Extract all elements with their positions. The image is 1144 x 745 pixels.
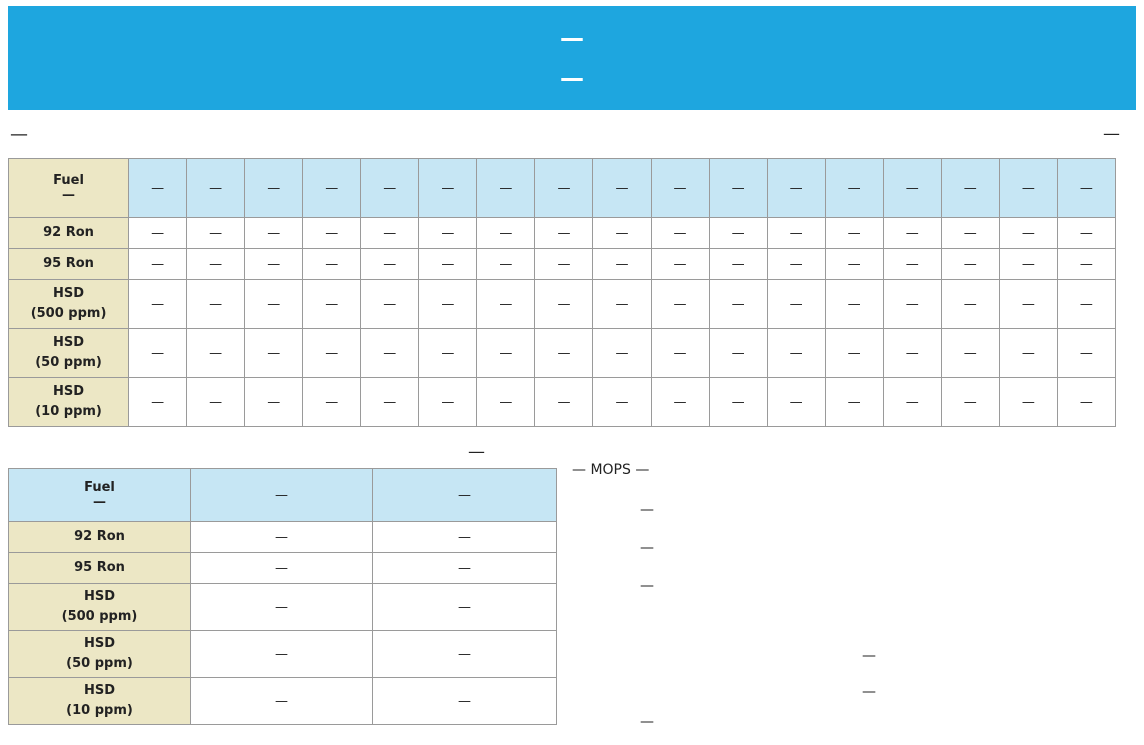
price-cell: — [883,329,941,378]
price-cell: — [535,378,593,427]
price-cell: — [535,329,593,378]
fuel-header-sublabel: — [62,188,76,203]
fuel-label: 95 Ron [43,256,94,271]
price-cell: — [941,249,999,280]
city-header: — [477,159,535,218]
fuel-header-cell [9,159,129,218]
fuel-header-label: Fuel [84,480,115,495]
price-row [9,678,557,725]
price-cell: — [245,378,303,427]
fuel-label-cell [9,584,191,631]
city-header: — [941,159,999,218]
price-cell: — [191,584,373,631]
date-label: — [10,124,28,145]
price-cell: — [245,280,303,329]
price-cell: — [593,280,651,329]
price-cell: — [187,218,245,249]
price-cell: — [709,249,767,280]
city-header: — [191,469,373,522]
phone-line-2: — [862,684,876,700]
price-cell: — [1057,329,1115,378]
note-line-4: — [640,578,654,594]
price-cell: — [129,249,187,280]
city-header: — [1057,159,1115,218]
price-cell: — [709,378,767,427]
price-cell: — [999,280,1057,329]
price-cell: — [883,249,941,280]
city-header: — [535,159,593,218]
fuel-label-cell [9,522,191,553]
fuel-label: HSD [83,683,116,698]
price-cell: — [825,378,883,427]
price-cell: — [825,249,883,280]
fuel-label: HSD [53,335,85,350]
price-cell: — [191,522,373,553]
note-line-1: — MOPS — [572,462,650,478]
price-cell: — [999,249,1057,280]
fuel-header-label: Fuel [53,173,84,188]
price-cell: — [245,249,303,280]
price-cell: — [361,218,419,249]
price-cell: — [477,329,535,378]
price-row [9,329,1116,378]
city-header: — [651,159,709,218]
price-cell: — [419,280,477,329]
price-cell: — [999,329,1057,378]
fuel-label-cell [9,678,191,725]
fuel-label: HSD [83,589,116,604]
price-cell: — [191,678,373,725]
city-header: — [187,159,245,218]
price-cell: — [999,378,1057,427]
price-row [9,522,557,553]
price-cell: — [767,218,825,249]
price-cell: — [651,218,709,249]
price-cell: — [941,218,999,249]
fuel-label-cell [9,329,129,378]
price-row [9,553,557,584]
unit-label-bottom: — [468,442,485,462]
price-cell: — [373,631,557,678]
fuel-label-cell [9,218,129,249]
city-header: — [245,159,303,218]
title-line-1: — [560,24,584,52]
city-header: — [419,159,477,218]
bottom-price-table [8,468,557,725]
city-header: — [129,159,187,218]
city-header: — [999,159,1057,218]
fuel-label-cell [9,553,191,584]
price-cell: — [187,249,245,280]
price-cell: — [187,329,245,378]
price-cell: — [535,249,593,280]
price-cell: — [825,280,883,329]
title-line-2: — [560,64,584,92]
top-table-body [9,218,1116,427]
price-cell: — [373,522,557,553]
price-row [9,249,1116,280]
price-cell: — [191,553,373,584]
price-row [9,280,1116,329]
price-cell: — [941,378,999,427]
price-cell: — [477,378,535,427]
price-cell: — [767,249,825,280]
city-header: — [303,159,361,218]
price-cell: — [373,584,557,631]
fuel-header-cell [9,469,191,522]
price-cell: — [303,378,361,427]
top-table-header-row [9,159,1116,218]
fuel-label: 92 Ron [43,225,94,240]
price-cell: — [477,218,535,249]
price-cell: — [419,329,477,378]
fuel-label-cell [9,378,129,427]
price-cell: — [651,329,709,378]
price-cell: — [477,280,535,329]
notes-footer: — [640,714,654,730]
price-row [9,218,1116,249]
price-cell: — [361,329,419,378]
fuel-sublabel: (10 ppm) [35,404,102,419]
price-cell: — [593,249,651,280]
price-cell: — [1057,249,1115,280]
price-cell: — [709,218,767,249]
price-cell: — [303,329,361,378]
price-cell: — [1057,378,1115,427]
price-cell: — [129,218,187,249]
fuel-label: HSD [83,636,116,651]
title-banner [8,6,1136,110]
city-header: — [373,469,557,522]
price-cell: — [245,329,303,378]
price-cell: — [593,329,651,378]
fuel-sublabel: (500 ppm) [61,609,138,624]
price-cell: — [941,329,999,378]
fuel-label: HSD [53,286,85,301]
price-cell: — [419,378,477,427]
price-cell: — [709,329,767,378]
price-cell: — [1057,280,1115,329]
price-cell: — [373,553,557,584]
price-cell: — [535,218,593,249]
city-header: — [593,159,651,218]
price-cell: — [245,218,303,249]
fuel-label: 95 Ron [74,560,125,575]
price-cell: — [361,280,419,329]
price-cell: — [373,678,557,725]
price-cell: — [419,218,477,249]
price-cell: — [303,280,361,329]
price-cell: — [303,218,361,249]
phone-line-1: — [862,648,876,664]
fuel-header-sublabel: — [93,495,106,510]
price-cell: — [361,378,419,427]
price-cell: — [651,280,709,329]
price-cell: — [1057,218,1115,249]
price-row [9,584,557,631]
price-cell: — [593,378,651,427]
fuel-label: 92 Ron [74,529,125,544]
price-cell: — [191,631,373,678]
fuel-label: HSD [53,384,85,399]
price-cell: — [825,329,883,378]
note-line-3: — [640,540,654,556]
price-cell: — [129,378,187,427]
price-cell: — [651,249,709,280]
city-header: — [825,159,883,218]
fuel-label-cell [9,631,191,678]
price-cell: — [767,280,825,329]
city-header: — [767,159,825,218]
fuel-label-cell [9,249,129,280]
price-cell: — [767,378,825,427]
fuel-sublabel: (10 ppm) [66,703,133,718]
fuel-sublabel: (50 ppm) [35,355,102,370]
price-row [9,631,557,678]
bottom-table-body [9,522,557,725]
fuel-label-cell [9,280,129,329]
price-cell: — [303,249,361,280]
city-header: — [709,159,767,218]
top-price-table [8,158,1116,427]
price-cell: — [129,329,187,378]
price-cell: — [593,218,651,249]
price-cell: — [825,218,883,249]
price-cell: — [477,249,535,280]
price-cell: — [535,280,593,329]
city-header: — [883,159,941,218]
price-cell: — [419,249,477,280]
price-cell: — [709,280,767,329]
price-cell: — [767,329,825,378]
price-cell: — [883,378,941,427]
city-header: — [361,159,419,218]
price-cell: — [883,280,941,329]
unit-label-top: — [1103,124,1120,144]
price-cell: — [999,218,1057,249]
bottom-table-header-row [9,469,557,522]
price-cell: — [883,218,941,249]
price-row [9,378,1116,427]
price-cell: — [187,378,245,427]
note-line-2: — [640,502,654,518]
price-cell: — [361,249,419,280]
price-cell: — [129,280,187,329]
price-cell: — [941,280,999,329]
price-cell: — [651,378,709,427]
price-cell: — [187,280,245,329]
fuel-sublabel: (500 ppm) [30,306,107,321]
fuel-sublabel: (50 ppm) [66,656,133,671]
